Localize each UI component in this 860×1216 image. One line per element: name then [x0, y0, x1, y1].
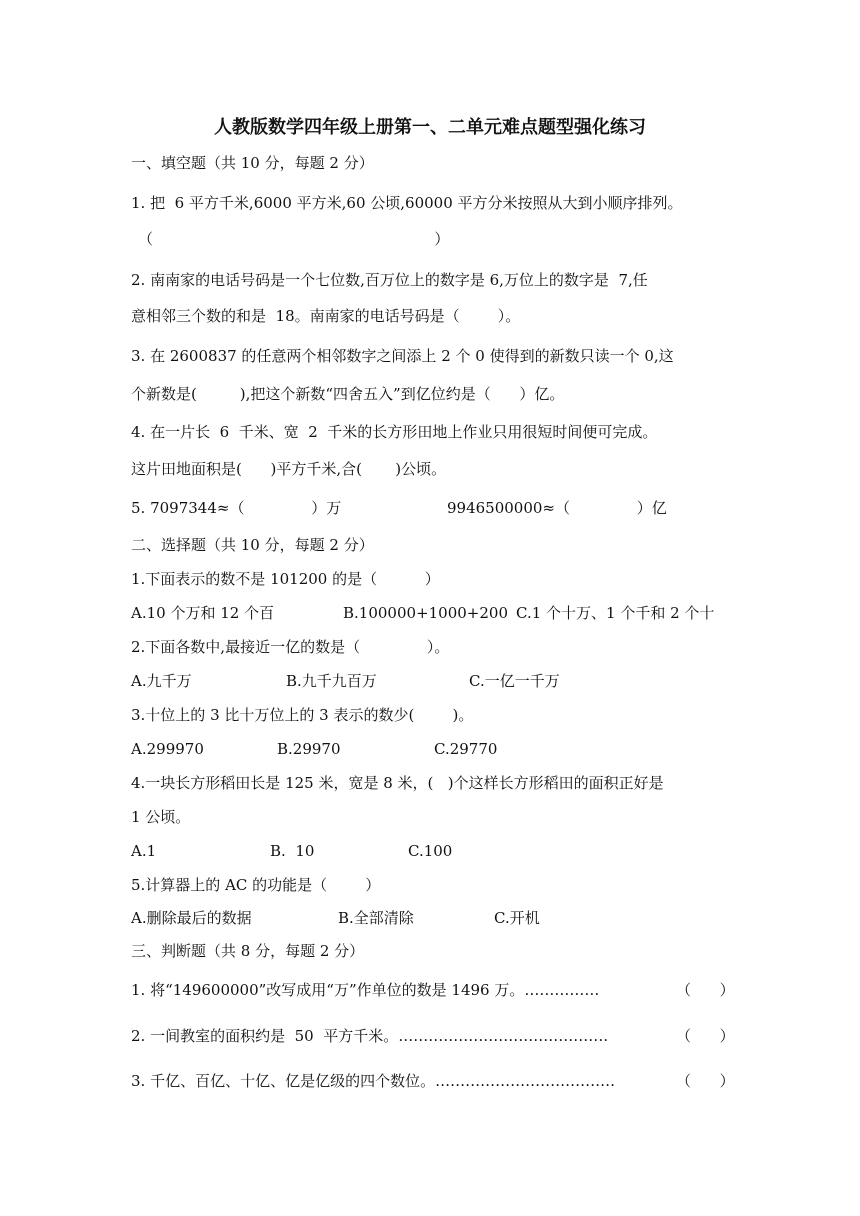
question-line: 这片田地面积是( )平方千米,合( )公顷。 — [131, 460, 447, 478]
question-line: 1 公顷。 — [131, 808, 191, 826]
option-b: B.29970 — [277, 740, 341, 758]
question-line: 3.十位上的 3 比十万位上的 3 表示的数少( )。 — [131, 706, 474, 724]
judgement-item: 3. 千亿、百亿、十亿、亿是亿级的四个数位。……………………………… — [131, 1072, 616, 1090]
judgement-item: 1. 将“149600000”改写成用“万”作单位的数是 1496 万。…………… — [131, 981, 600, 999]
section-heading-fill-in: 一、填空题（共 10 分，每题 2 分） — [131, 154, 374, 172]
question-line: 意相邻三个数的和是 18。南南家的电话号码是（ ）。 — [131, 307, 521, 325]
option-c: C.开机 — [494, 909, 540, 927]
question-line: 4. 在一片长 6 千米、宽 2 千米的长方形田地上作业只用很短时间便可完成。 — [131, 423, 658, 441]
option-b: B. 10 — [270, 842, 315, 860]
section-heading-judgement: 三、判断题（共 8 分，每题 2 分） — [131, 942, 365, 960]
answer-bracket: （ ） — [676, 981, 735, 999]
question-line: 1.下面表示的数不是 101200 的是（ ） — [131, 570, 440, 588]
answer-bracket: （ ） — [676, 1072, 735, 1090]
question-line: 4.一块长方形稻田长是 125 米，宽是 8 米，( )个这样长方形稻田的面积正好是 — [131, 774, 664, 792]
answer-bracket: （ ） — [676, 1027, 735, 1045]
question-5-right: 9946500000≈（ ）亿 — [447, 499, 667, 517]
question-line: 1. 把 6 平方千米,6000 平方米,60 公顷,60000 平方分米按照从大到小顺序排列。 — [131, 194, 683, 212]
question-line: 2.下面各数中,最接近一亿的数是（ ）。 — [131, 638, 450, 656]
option-b: B.九千九百万 — [286, 672, 377, 690]
question-line: 3. 在 2600837 的任意两个相邻数字之间添上 2 个 0 使得到的新数只读一个 0,这 — [131, 347, 674, 365]
question-line: 2. 南南家的电话号码是一个七位数,百万位上的数字是 6,万位上的数字是 7,任 — [131, 271, 648, 289]
option-c: C.1 个十万、1 个千和 2 个十 — [516, 604, 715, 622]
option-b: B.全部清除 — [338, 909, 414, 927]
option-a: A.删除最后的数据 — [131, 909, 252, 927]
question-line: 5.计算器上的 AC 的功能是（ ） — [131, 876, 381, 894]
judgement-item: 2. 一间教室的面积约是 50 平方千米。…………………………………… — [131, 1027, 609, 1045]
option-a: A.九千万 — [131, 672, 192, 690]
option-a: A.299970 — [131, 740, 204, 758]
option-c: C.100 — [408, 842, 453, 860]
question-5-left: 5. 7097344≈（ ）万 — [131, 499, 342, 517]
option-c: C.29770 — [434, 740, 498, 758]
section-heading-choice: 二、选择题（共 10 分，每题 2 分） — [131, 536, 374, 554]
question-line: 个新数是( ),把这个新数“四舍五入”到亿位约是（ ）亿。 — [131, 385, 565, 403]
option-c: C.一亿一千万 — [469, 672, 560, 690]
option-b: B.100000+1000+200 — [343, 604, 508, 622]
page-title: 人教版数学四年级上册第一、二单元难点题型强化练习 — [214, 117, 646, 138]
option-a: A.1 — [131, 842, 157, 860]
option-a: A.10 个万和 12 个百 — [131, 604, 275, 622]
answer-bracket-line: （ ） — [138, 230, 450, 248]
